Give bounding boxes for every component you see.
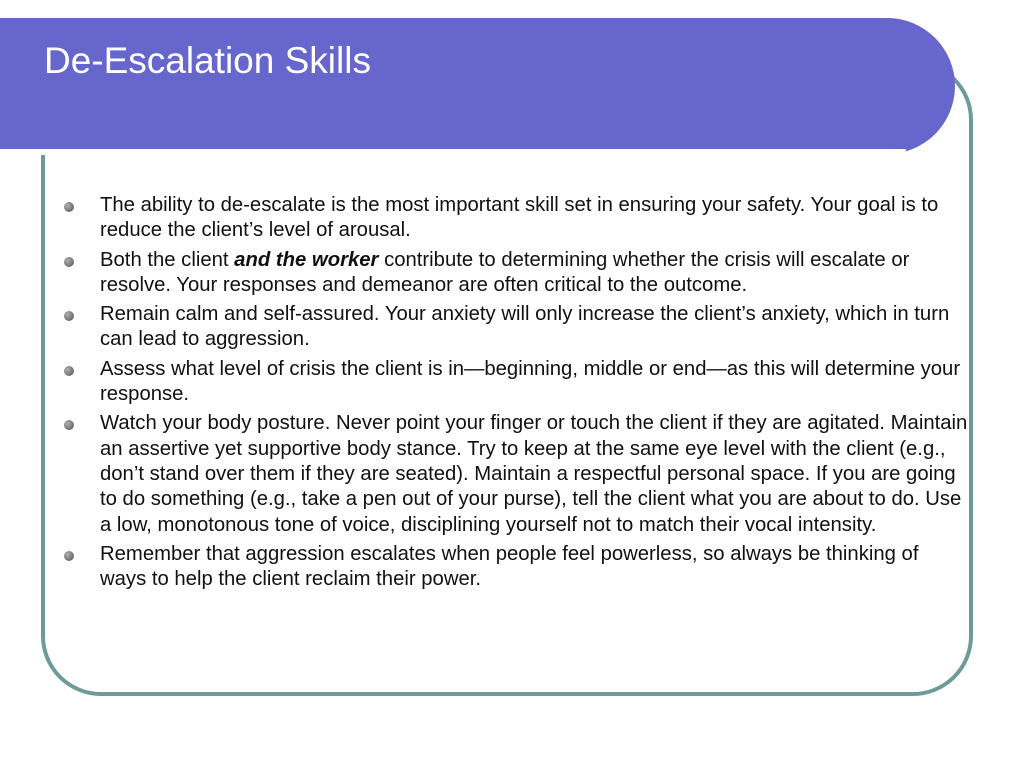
- bullet-dot-icon: [64, 202, 74, 212]
- bullet-text-after: contribute to determining whether the crisis will escalate or resolve. Your responses and demeanor are often critical to the outcome.: [100, 248, 910, 296]
- bullet-dot-icon: [64, 257, 74, 267]
- title-banner: [0, 18, 955, 154]
- bullet-list: [60, 193, 970, 596]
- bullet-text: Remember that aggression escalates when people feel powerless, so always be thinking of ways to help the client reclaim their power.: [100, 542, 919, 591]
- bullet-dot-icon: [64, 420, 74, 430]
- bullet-text: Assess what level of crisis the client is in—beginning, middle or end—as this will determine your response.: [100, 357, 961, 406]
- bullet-item: [60, 542, 970, 593]
- bullet-item: [60, 357, 970, 408]
- bullet-item: [60, 302, 970, 353]
- bullet-text-before: Both the client: [100, 248, 235, 271]
- title-underline: [0, 149, 906, 155]
- bullet-dot-icon: [64, 366, 74, 376]
- bullet-text: Watch your body posture. Never point your finger or touch the client if they are agitated. Maintain an assertive yet supportive body stance. Try to keep at the same eye level with the client (e.g., don’t stand over them if they are seated). Maintain a respectful personal space. If you are going to do something (e.g., take a pen out of your purse), tell the client what you are about to do. Use a low, monotonous tone of voice, disciplining yourself not to match their vocal intensity.: [100, 412, 968, 536]
- bullet-emphasis: and the worker: [234, 248, 379, 271]
- bullet-dot-icon: [64, 311, 74, 321]
- slide-title: De-Escalation Skills: [44, 40, 371, 81]
- bullet-item: [60, 411, 970, 537]
- bullet-dot-icon: [64, 551, 74, 561]
- bullet-item: [60, 248, 970, 299]
- bullet-item: [60, 193, 970, 244]
- bullet-text: Remain calm and self-assured. Your anxiety will only increase the client’s anxiety, which in turn can lead to aggression.: [100, 303, 950, 351]
- bullet-text: The ability to de-escalate is the most important skill set in ensuring your safety. Your goal is to reduce the client’s level of arousal.: [100, 194, 939, 242]
